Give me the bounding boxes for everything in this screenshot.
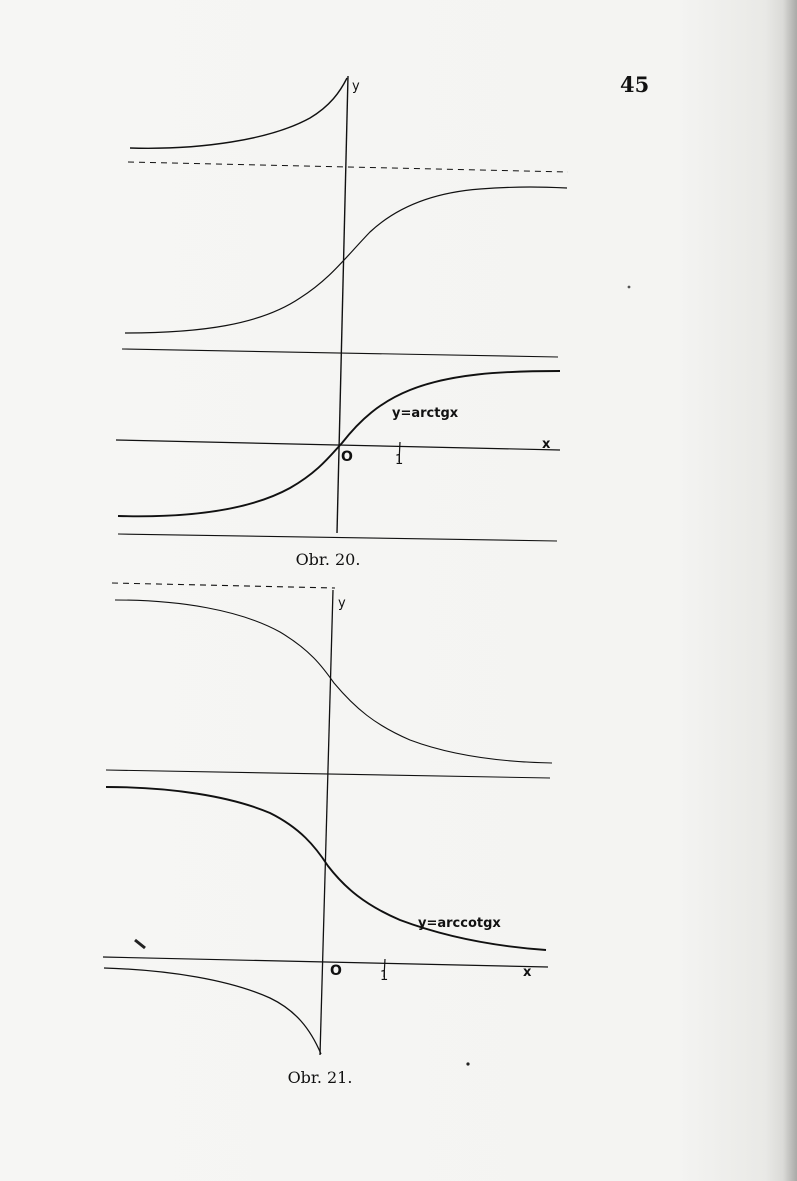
caption-obr-21: Obr. 21. xyxy=(287,1068,353,1087)
fig20-bottom-asymptote xyxy=(118,534,557,541)
fig21-curve-lower-branch xyxy=(104,968,321,1054)
fig20-curve-top-branch xyxy=(130,78,347,148)
fig20-dashed-asymptote xyxy=(128,162,568,172)
fig21-x-axis xyxy=(103,957,548,967)
fig21-x-label: x xyxy=(523,965,532,980)
fig20-middle-asymptote xyxy=(122,349,558,357)
fig20-tick-label: 1 xyxy=(395,453,404,468)
fig21-dashed-asymptote xyxy=(112,583,335,588)
fig21-origin-label: O xyxy=(330,963,342,979)
page-number: 45 xyxy=(620,72,650,97)
scan-dot xyxy=(466,1062,469,1065)
fig21-curve-upper xyxy=(115,600,552,763)
figure-obr-20 xyxy=(116,76,568,541)
fig21-tick-label: 1 xyxy=(380,969,389,984)
fig20-y-label: y xyxy=(352,79,360,94)
fig21-curve-label: y=arccotgx xyxy=(418,916,501,931)
figure-obr-21 xyxy=(103,583,552,1055)
fig20-curve-label: y=arctgx xyxy=(392,406,459,421)
fig20-curve-upper xyxy=(125,187,567,333)
caption-obr-20: Obr. 20. xyxy=(295,550,361,569)
fig21-y-axis xyxy=(320,590,333,1055)
fig20-x-label: x xyxy=(542,437,551,452)
fig20-origin-label: O xyxy=(341,449,353,465)
fig21-y-label: y xyxy=(338,596,346,611)
scan-speck xyxy=(135,940,145,948)
scan-dot xyxy=(628,286,631,289)
